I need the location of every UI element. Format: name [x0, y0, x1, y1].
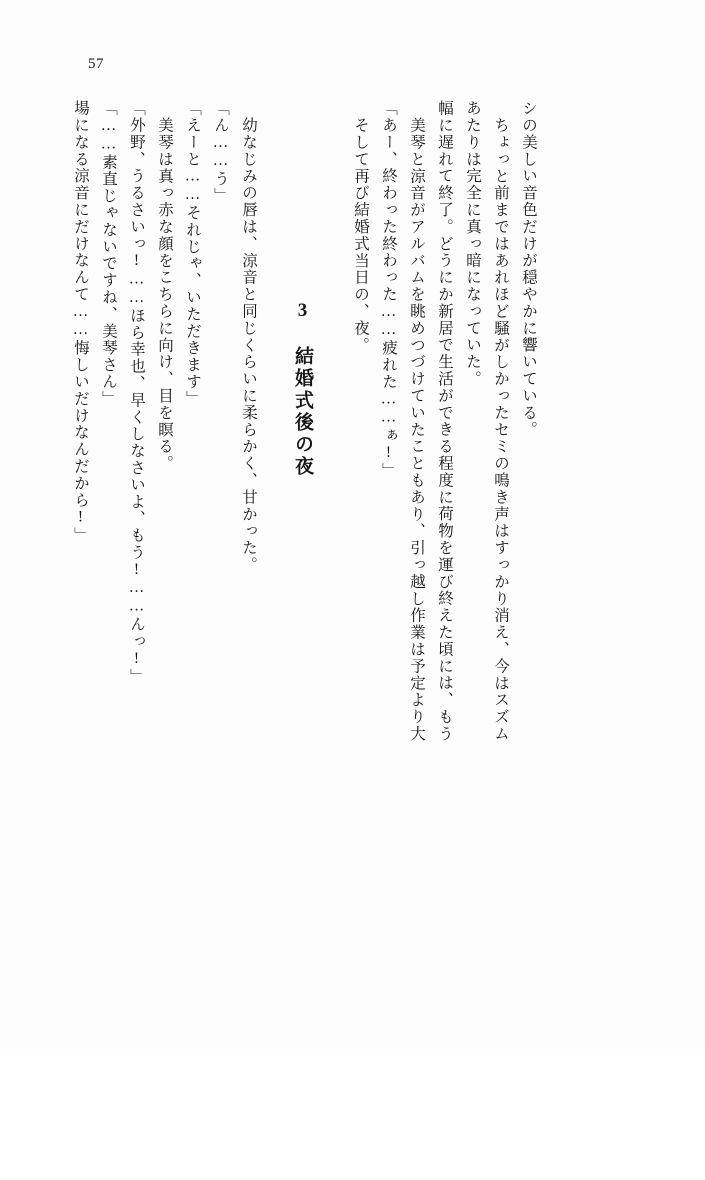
text-column: シの美しい音色だけが穏やかに響いている。	[520, 100, 537, 438]
section-heading-number: 3	[292, 300, 313, 324]
text-column: 幼なじみの唇は、涼音と同じくらいに柔らかく、甘かった。	[240, 117, 257, 574]
text-column: 「……素直じゃないですね、美琴さん」	[100, 100, 117, 408]
text-column: 美琴と涼音がアルバムを眺めつづけていたこともあり、引っ越し作業は予定より大	[408, 117, 425, 743]
page-number: 57	[88, 56, 104, 72]
vertical-text-block	[60, 100, 633, 980]
text-column: 「えーと……それじゃ、いただきます」	[184, 100, 201, 408]
section-heading-title: 結婚式後の夜	[292, 346, 313, 478]
text-column: 「外野、うるさいっ!……ほら幸也、早くしなさいよ、もう!……んっ!」	[128, 100, 145, 686]
text-column: 場になる涼音にだけなんて……悔しいだけなんだから!」	[72, 100, 89, 544]
section-heading	[284, 100, 312, 1180]
text-column: 幅に遅れて終了。どうにか新居で生活ができる程度に荷物を運び終えた頃には、もう	[436, 100, 453, 743]
text-column-blank	[256, 100, 284, 980]
text-column: あたりは完全に真っ暗になっていた。	[464, 100, 481, 388]
text-column: 美琴は真っ赤な顔をこちらに向け、目を瞑る。	[156, 117, 173, 472]
text-column: 「ん……う」	[212, 100, 229, 205]
text-column: ちょっと前まではあれほど騒がしかったセミの鳴き声はすっかり消え、今はスズム	[492, 117, 509, 743]
text-column-blank	[312, 100, 340, 980]
text-column: そして再び結婚式当日の、夜。	[352, 117, 369, 354]
text-column: 「あー、終わった終わった……疲れた……ぁ!」	[380, 100, 397, 480]
